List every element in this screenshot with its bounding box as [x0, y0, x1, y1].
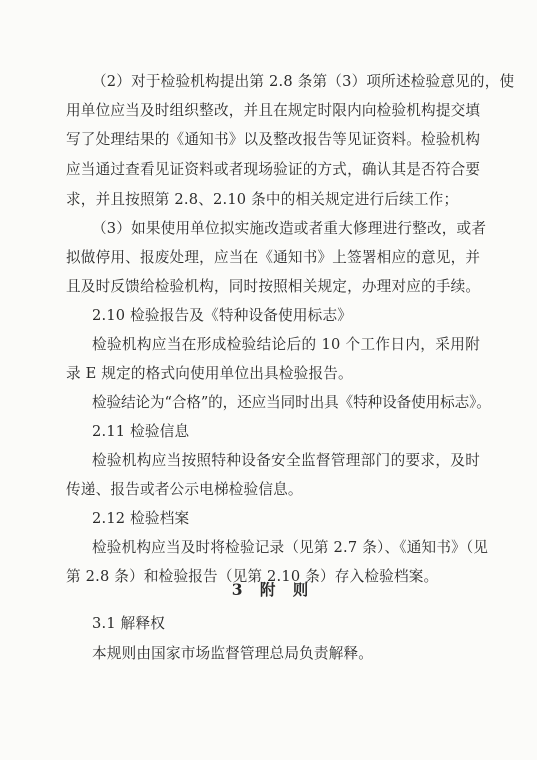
paragraph-line: 检验机构应当在形成检验结论后的 10 个工作日内，采用附 — [92, 336, 480, 353]
paragraph-line: 本规则由国家市场监督管理总局负责解释。 — [92, 645, 374, 662]
section-heading-2-10: 2.10 检验报告及《特种设备使用标志》 — [92, 307, 353, 324]
paragraph-line: 录 E 规定的格式向使用单位出具检验报告。 — [66, 365, 353, 382]
paragraph-line: 且及时反馈给检验机构，同时按照相关规定，办理对应的手续。 — [66, 278, 481, 295]
paragraph-line: 检验机构应当按照特种设备安全监督管理部门的要求，及时 — [92, 452, 480, 469]
paragraph-line: 写了处理结果的《通知书》以及整改报告等见证资料。检验机构 — [66, 131, 481, 148]
chapter-heading-3: 3 附 则 — [231, 580, 315, 599]
paragraph-line: 用单位应当及时组织整改，并且在规定时限内向检验机构提交填 — [66, 102, 481, 119]
paragraph-line: 第 2.8 条）和检验报告（见第 2.10 条）存入检验档案。 — [66, 568, 439, 585]
section-heading-2-12: 2.12 检验档案 — [92, 510, 190, 527]
paragraph-line: 应当通过查看见证资料或者现场验证的方式，确认其是否符合要 — [66, 161, 481, 178]
paragraph-line: （3）如果使用单位拟实施改造或者重大修理进行整改，或者 — [92, 220, 487, 237]
section-heading-3-1: 3.1 解释权 — [92, 615, 166, 632]
paragraph-line: 检验结论为“合格”的，还应当同时出具《特种设备使用标志》。 — [92, 394, 491, 411]
paragraph-line: 传递、报告或者公示电梯检验信息。 — [66, 481, 303, 498]
paragraph-line: 检验机构应当及时将检验记录（见第 2.7 条）、《通知书》（见 — [92, 539, 489, 556]
paragraph-line: 求，并且按照第 2.8、2.10 条中的相关规定进行后续工作； — [66, 191, 459, 208]
paragraph-line: 拟做停用、报废处理，应当在《通知书》上签署相应的意见，并 — [66, 249, 481, 266]
paragraph-line: （2）对于检验机构提出第 2.8 条第（3）项所述检验意见的，使 — [92, 73, 515, 90]
section-heading-2-11: 2.11 检验信息 — [92, 423, 190, 440]
